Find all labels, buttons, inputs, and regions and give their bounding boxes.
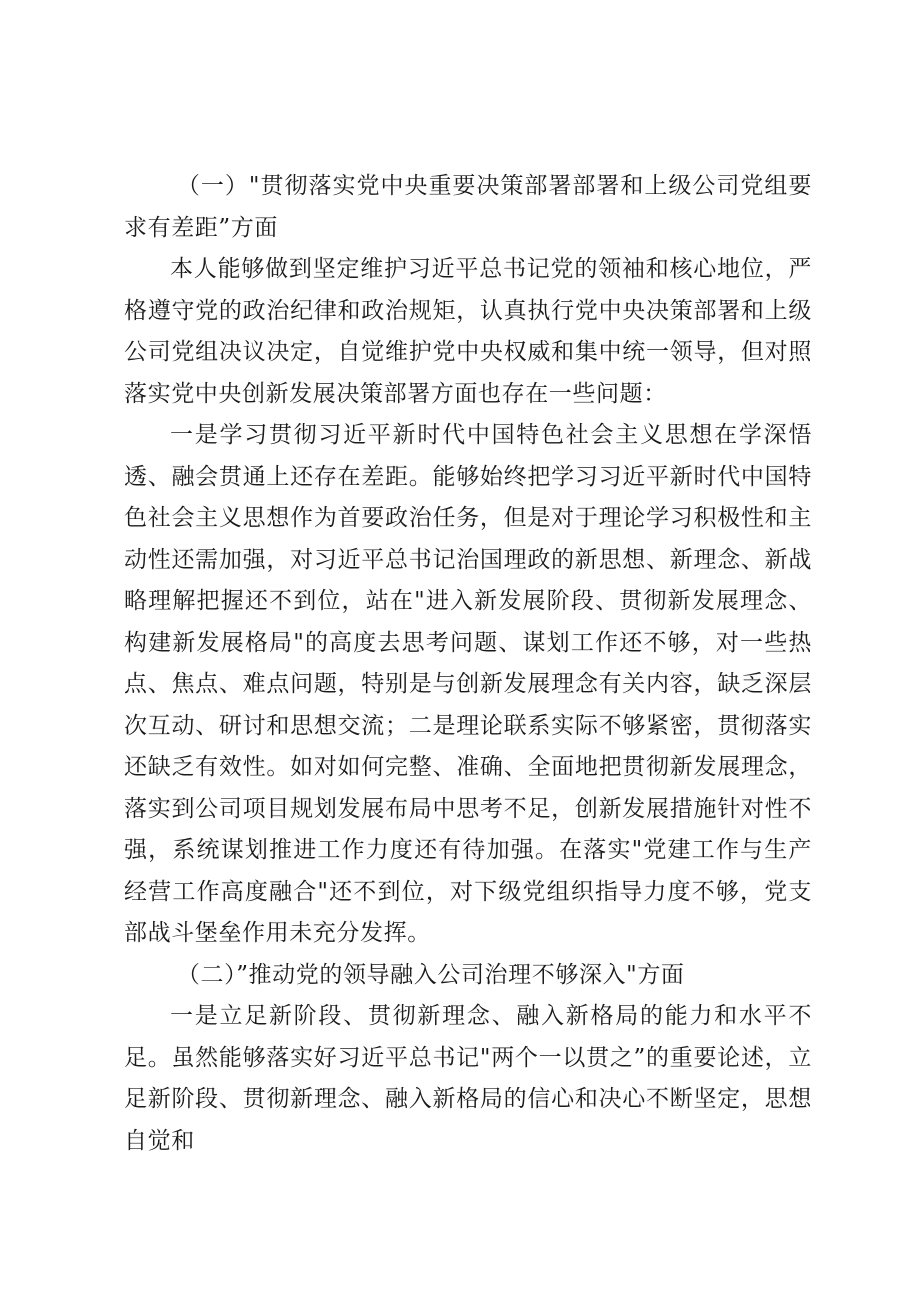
document-body [124,166,812,1162]
paragraph-problems-2: 一是立足新阶段、贯彻新理念、融入新格局的能力和水平不足。虽然能够落实好习近平总书记"两个一以贯之”的重要论述，立足新阶段、贯彻新理念、融入新格局的信心和决心不断坚定，思想自觉和 [124,1003,812,1154]
paragraph-intro: 本人能够做到坚定维护习近平总书记党的领袖和核心地位，严格遵守党的政治纪律和政治规矩，认真执行党中央决策部署和上级公司党组决议决定，自觉维护党中央权威和集中统一领导，但对照落实党中央创新发展决策部署方面也存在一些问题： [124,256,812,407]
paragraph-problems-1: 一是学习贯彻习近平新时代中国特色社会主义思想在学深悟透、融会贯通上还存在差距。能够始终把学习习近平新时代中国特色社会主义思想作为首要政治任务，但是对于理论学习积极性和主动性还需加强，对习近平总书记治国理政的新思想、新理念、新战略理解把握还不到位，站在"进入新发展阶段、贯彻新发展理念、构建新发展格局"的高度去思考问题、谋划工作还不够，对一些热点、焦点、难点问题，特别是与创新发展理念有关内容，缺乏深层次互动、研讨和思想交流；二是理论联系实际不够紧密，贯彻落实还缺乏有效性。如对如何完整、准确、全面地把贯彻新发展理念，落实到公司项目规划发展布局中思考不足，创新发展措施针对性不强，系统谋划推进工作力度还有待加强。在落实"党建工作与生产经营工作高度融合"还不到位，对下级党组织指导力度不够，党支部战斗堡垒作用未充分发挥。 [124,422,812,946]
section-heading-2: （二）”推动党的领导融入公司治理不够深入"方面 [176,961,685,988]
section-heading-1: （一）"贯彻落实党中央重要决策部署部署和上级公司党组要求有差距”方面 [124,173,812,241]
